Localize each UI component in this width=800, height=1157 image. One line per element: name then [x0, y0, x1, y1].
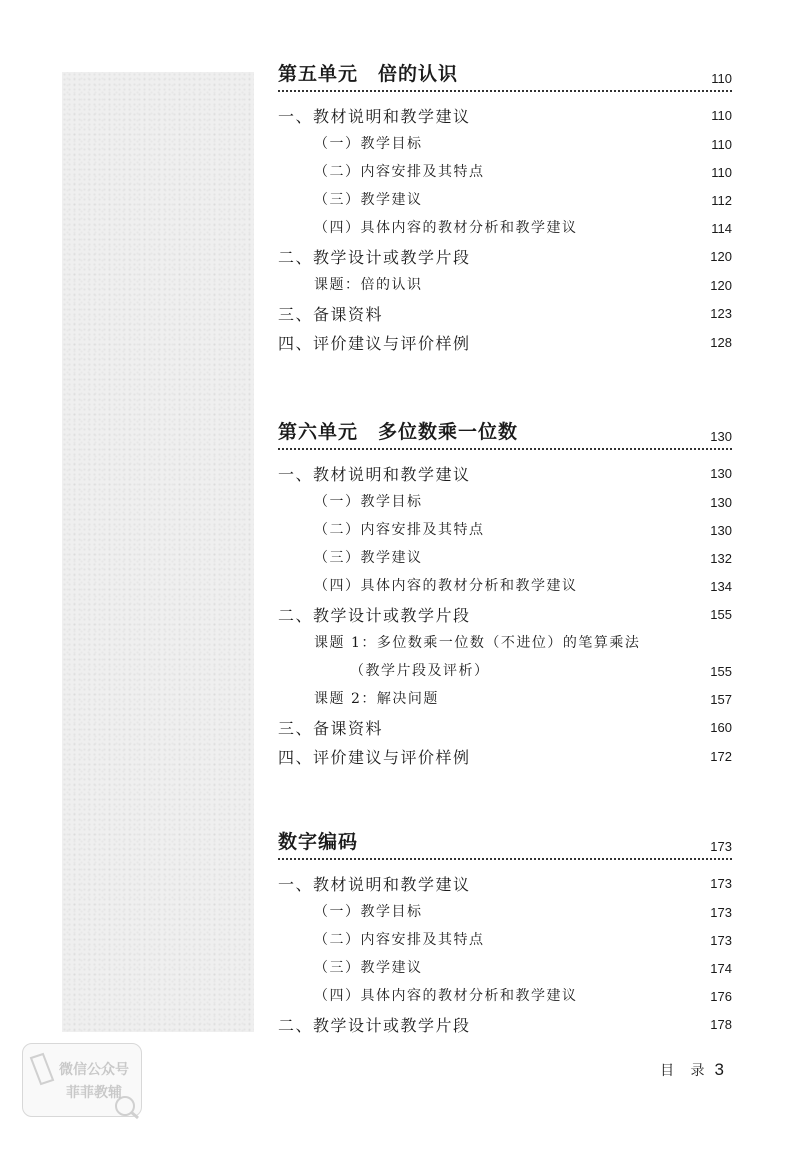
- toc-entry: （一）教学目标 173: [314, 904, 732, 920]
- section-page: 110: [711, 71, 732, 86]
- toc-entry: 课题 2：解决问题 157: [314, 691, 732, 707]
- section-header: [278, 60, 732, 92]
- footer-label: 目 录: [660, 1063, 711, 1079]
- toc-entry: 课题 1：多位数乘一位数（不进位）的笔算乘法: [314, 635, 641, 651]
- section-title: 第六单元 多位数乘一位数: [278, 421, 519, 443]
- toc-entry: 二、教学设计或教学片段 178: [278, 1016, 732, 1035]
- watermark: [22, 1043, 142, 1117]
- toc-entry: （三）教学建议 132: [314, 550, 732, 566]
- section-header: [278, 828, 732, 860]
- toc-section-digital-encoding: [278, 828, 732, 1038]
- toc-entry: （四）具体内容的教材分析和教学建议 176: [314, 988, 732, 1004]
- page-number: 3: [714, 1060, 724, 1079]
- toc-entry: （一）教学目标 130: [314, 494, 732, 510]
- toc-entry: （三）教学建议 174: [314, 960, 732, 976]
- toc-entry: （一）教学目标 110: [314, 136, 732, 152]
- toc-section-unit-6: [278, 418, 732, 770]
- watermark-line-1: 微信公众号: [59, 1062, 129, 1078]
- toc-entry: （三）教学建议 112: [314, 192, 732, 208]
- section-title: 第五单元 倍的认识: [278, 63, 459, 85]
- toc-entry: 二、教学设计或教学片段 120: [278, 248, 732, 267]
- toc-section-unit-5: [278, 60, 732, 356]
- toc-entry: 四、评价建议与评价样例 128: [278, 334, 732, 353]
- section-page: 173: [710, 839, 732, 854]
- toc-entry: （教学片段及评析） 155: [350, 663, 732, 679]
- section-page: 130: [710, 429, 732, 444]
- toc-entry: 一、教材说明和教学建议 130: [278, 465, 732, 484]
- toc-entry: 二、教学设计或教学片段 155: [278, 606, 732, 625]
- toc-entry: （二）内容安排及其特点 130: [314, 522, 732, 538]
- section-title: 数字编码: [278, 831, 359, 853]
- toc-entry: 一、教材说明和教学建议 173: [278, 875, 732, 894]
- toc-entry: 课题：倍的认识 120: [314, 277, 732, 293]
- toc-entry: （二）内容安排及其特点 110: [314, 164, 732, 180]
- toc-entry: 三、备课资料 160: [278, 719, 732, 738]
- toc-entry: （四）具体内容的教材分析和教学建议 114: [314, 220, 732, 236]
- toc-entry: 一、教材说明和教学建议 110: [278, 107, 732, 126]
- toc-entry: 三、备课资料 123: [278, 305, 732, 324]
- toc-entry: 四、评价建议与评价样例 172: [278, 748, 732, 767]
- toc-entry: （四）具体内容的教材分析和教学建议 134: [314, 578, 732, 594]
- page-footer: [660, 1060, 724, 1080]
- toc-entry: （二）内容安排及其特点 173: [314, 932, 732, 948]
- watermark-line-2: 菲菲教辅: [66, 1085, 122, 1101]
- left-gray-strip: [62, 72, 254, 1032]
- section-header: [278, 418, 732, 450]
